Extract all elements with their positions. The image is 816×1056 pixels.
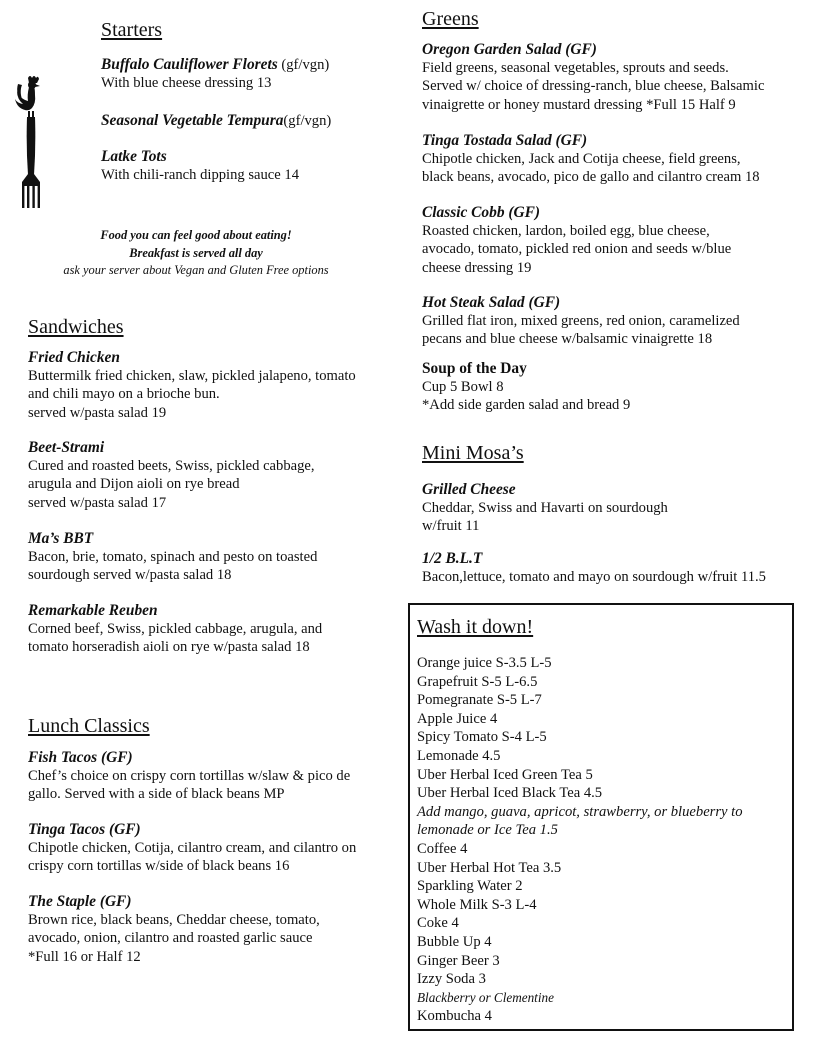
item-name: Tinga Tacos (GF): [28, 821, 141, 838]
tagline: [6, 227, 386, 280]
item-name: Grilled Cheese: [422, 481, 516, 498]
drink-item: Uber Herbal Iced Black Tea 4.5: [417, 785, 603, 802]
item-description: Cheddar, Swiss and Havarti on sourdough w/fruit 11: [422, 500, 668, 535]
item-description: Grilled flat iron, mixed greens, red onion, caramelized pecans and blue cheese w/balsamic vinaigrette 18: [422, 313, 740, 348]
item-name: Hot Steak Salad (GF): [422, 294, 561, 311]
drink-item: Spicy Tomato S-4 L-5: [417, 729, 547, 746]
menu-item: [422, 203, 731, 277]
menu-item: [422, 131, 760, 187]
drink-item: Coke 4: [417, 915, 459, 932]
drink-item: Orange juice S-3.5 L-5: [417, 655, 552, 671]
menu-item: [101, 147, 299, 184]
menu-item: [422, 293, 740, 349]
drinks-box: [408, 603, 794, 1031]
item-name: Ma’s BBT: [28, 530, 94, 547]
item-description: Brown rice, black beans, Cheddar cheese, tomato, avocado, onion, cilantro and roasted garlic sauce *Full 16 or Half 12: [28, 912, 320, 965]
drink-item: Apple Juice 4: [417, 710, 498, 727]
menu-item: [422, 359, 630, 415]
menu-item: [28, 601, 322, 657]
menu-item: [28, 748, 350, 804]
drink-item: Grapefruit S-5 L-6.5: [417, 673, 538, 690]
menu-item: [422, 549, 766, 586]
drink-item: Pomegranate S-5 L-7: [417, 692, 542, 709]
item-name: 1/2 B.L.T: [422, 550, 483, 567]
drink-item: Uber Herbal Iced Green Tea 5: [417, 766, 593, 783]
drink-item: Kombucha 4: [417, 1008, 492, 1025]
tagline-line3: ask your server about Vegan and Gluten Free options: [63, 263, 329, 277]
item-description: Chipotle chicken, Cotija, cilantro cream, and cilantro on crispy corn tortillas w/side of black beans 16: [28, 840, 357, 875]
tagline-line1: Food you can feel good about eating!: [100, 228, 292, 242]
item-name: The Staple (GF): [28, 893, 132, 910]
rooster-fork-icon: [14, 74, 48, 210]
item-description: With blue cheese dressing 13: [101, 75, 272, 92]
menu-item: [101, 55, 329, 93]
mini-mosas-heading: Mini Mosa’s: [422, 442, 524, 464]
tagline-line2: Breakfast is served all day: [129, 245, 263, 260]
drink-item: Sparkling Water 2: [417, 878, 523, 895]
item-name: Classic Cobb (GF): [422, 204, 540, 221]
item-name: Soup of the Day: [422, 360, 527, 377]
drink-item: Whole Milk S-3 L-4: [417, 896, 537, 913]
item-name: Seasonal Vegetable Tempura: [101, 112, 284, 129]
item-description: With chili-ranch dipping sauce 14: [101, 167, 299, 183]
drink-item: Coffee 4: [417, 840, 468, 857]
drink-item: Ginger Beer 3: [417, 952, 500, 969]
item-name: Buffalo Cauliflower Florets: [101, 56, 278, 73]
item-description: Buttermilk fried chicken, slaw, pickled jalapeno, tomato and chili mayo on a brioche bun. served w/pasta salad 19: [28, 368, 356, 421]
menu-item: [28, 348, 356, 422]
drink-note: Add mango, guava, apricot, strawberry, or blueberry to: [417, 803, 743, 820]
sandwiches-heading: Sandwiches: [28, 316, 124, 338]
starters-heading: Starters: [101, 19, 163, 41]
item-name: Remarkable Reuben: [28, 602, 158, 619]
item-description: Bacon,lettuce, tomato and mayo on sourdough w/fruit 11.5: [422, 569, 766, 585]
menu-item: [422, 480, 668, 536]
drink-note: Blackberry or Clementine: [417, 989, 554, 1005]
drink-item: Lemonade 4.5: [417, 747, 501, 764]
item-name: Tinga Tostada Salad (GF): [422, 132, 588, 149]
menu-item: [101, 111, 331, 130]
item-name: Oregon Garden Salad (GF): [422, 41, 597, 58]
item-suffix: (gf/vgn): [283, 113, 332, 129]
drink-item: Bubble Up 4: [417, 933, 492, 950]
drink-item: Uber Herbal Hot Tea 3.5: [417, 859, 562, 876]
item-description: Field greens, seasonal vegetables, sprouts and seeds. Served w/ choice of dressing-ranch, blue cheese, Balsamic vinaigrette or honey mustard dressing *Full 15 Half 9: [422, 60, 765, 113]
item-suffix: (gf/vgn): [277, 57, 330, 73]
lunch-classics-heading: Lunch Classics: [28, 715, 150, 737]
drinks-list: [417, 654, 743, 1026]
menu-item: [28, 438, 315, 512]
drinks-heading: Wash it down!: [417, 616, 534, 638]
item-description: Cup 5 Bowl 8 *Add side garden salad and bread 9: [422, 379, 631, 414]
item-name: Latke Tots: [101, 148, 167, 165]
item-description: Roasted chicken, lardon, boiled egg, blue cheese, avocado, tomato, pickled red onion and seeds w/blue cheese dressing 19: [422, 223, 732, 276]
item-name: Fried Chicken: [28, 349, 120, 366]
menu-item: [28, 529, 317, 585]
menu-item: [422, 40, 764, 114]
menu-item: [28, 820, 356, 876]
item-description: Chipotle chicken, Jack and Cotija cheese, field greens, black beans, avocado, pico de gallo and cilantro cream 18: [422, 151, 760, 186]
item-description: Cured and roasted beets, Swiss, pickled cabbage, arugula and Dijon aioli on rye bread served w/pasta salad 17: [28, 458, 315, 511]
drink-note: lemonade or Ice Tea 1.5: [417, 822, 558, 839]
item-description: Chef’s choice on crispy corn tortillas w/slaw & pico de gallo. Served with a side of black beans MP: [28, 768, 351, 803]
item-description: Bacon, brie, tomato, spinach and pesto on toasted sourdough served w/pasta salad 18: [28, 549, 318, 584]
item-name: Fish Tacos (GF): [28, 749, 133, 766]
item-name: Beet-Strami: [28, 439, 105, 456]
drink-item: Izzy Soda 3: [417, 971, 486, 988]
item-description: Corned beef, Swiss, pickled cabbage, arugula, and tomato horseradish aioli on rye w/pasta salad 18: [28, 621, 323, 656]
greens-heading: Greens: [422, 8, 479, 30]
menu-item: [28, 892, 320, 966]
